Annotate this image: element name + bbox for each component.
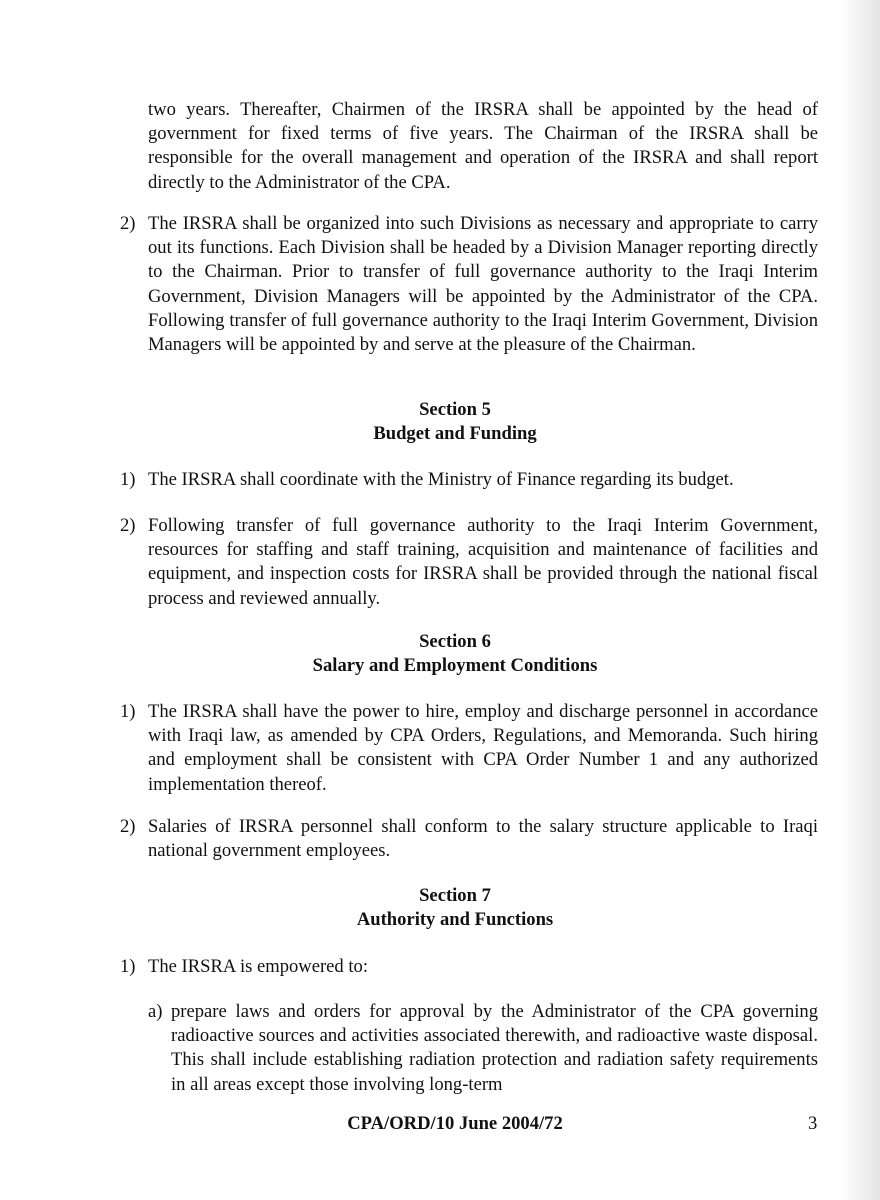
item-number: 2) bbox=[120, 515, 136, 536]
section7-item-1 bbox=[120, 955, 818, 979]
item-number: 1) bbox=[120, 469, 136, 490]
section5-item-1 bbox=[120, 468, 818, 492]
section7-number: Section 7 bbox=[419, 885, 491, 906]
section6-title: Salary and Employment Conditions bbox=[312, 655, 598, 676]
section5-item-2 bbox=[120, 514, 818, 611]
section5-number: Section 5 bbox=[419, 399, 491, 420]
subitem-text: prepare laws and orders for approval by the Administrator of the CPA governing radioactive sources and activities associated therewith, and radioactive waste disposal. This shall include establishing radiation protection and radiation safety requirements in all areas except those involving long-term bbox=[171, 1001, 818, 1095]
item-text: Salaries of IRSRA personnel shall conform to the salary structure applicable to Iraqi national government employees. bbox=[148, 816, 818, 862]
section4-item-2 bbox=[120, 212, 818, 357]
section6-number: Section 6 bbox=[419, 631, 491, 652]
section6-item-1 bbox=[120, 700, 818, 797]
section6-item-2 bbox=[120, 815, 818, 863]
page-edge-shadow bbox=[840, 0, 880, 1200]
item-text: The IRSRA shall coordinate with the Ministry of Finance regarding its budget. bbox=[148, 469, 734, 490]
item-text: The IRSRA shall have the power to hire, employ and discharge personnel in accordance with Iraqi law, as amended by CPA Orders, Regulations, and Memoranda. Such hiring and employment shall be consistent with CPA Order Number 1 and any authorized implementation thereof. bbox=[148, 701, 818, 795]
item-text: Following transfer of full governance authority to the Iraqi Interim Government, resources for staffing and staff training, acquisition and maintenance of facilities and equipment, and inspection costs for IRSRA shall be provided through the national fiscal process and reviewed annually. bbox=[148, 515, 818, 609]
item-number: 2) bbox=[120, 816, 136, 837]
item-number: 1) bbox=[120, 956, 136, 977]
item-number: 1) bbox=[120, 701, 136, 722]
intro-paragraph: two years. Thereafter, Chairmen of the IRSRA shall be appointed by the head of government for fixed terms of five years. The Chairman of the IRSRA shall be responsible for the overall management and operation of the IRSRA and shall report directly to the Administrator of the CPA. bbox=[148, 99, 818, 193]
page-number: 3 bbox=[808, 1113, 818, 1134]
section7-title: Authority and Functions bbox=[356, 909, 554, 930]
item-text: The IRSRA shall be organized into such Divisions as necessary and appropriate to carry out its functions. Each Division shall be headed by a Division Manager reporting directly to the Chairman. Prior to transfer of full governance authority to the Iraqi Interim Government, Division Managers will be appointed by the Administrator of the CPA. Following transfer of full governance authority to the Iraqi Interim Government, Division Managers will be appointed by and serve at the pleasure of the Chairman. bbox=[148, 213, 818, 356]
item-number: 2) bbox=[120, 213, 136, 234]
section5-title: Budget and Funding bbox=[373, 423, 537, 444]
subitem-letter: a) bbox=[148, 1001, 163, 1022]
item-text: The IRSRA is empowered to: bbox=[148, 956, 369, 977]
footer-document-code: CPA/ORD/10 June 2004/72 bbox=[347, 1113, 563, 1134]
section7-subitem-a bbox=[148, 1000, 818, 1097]
